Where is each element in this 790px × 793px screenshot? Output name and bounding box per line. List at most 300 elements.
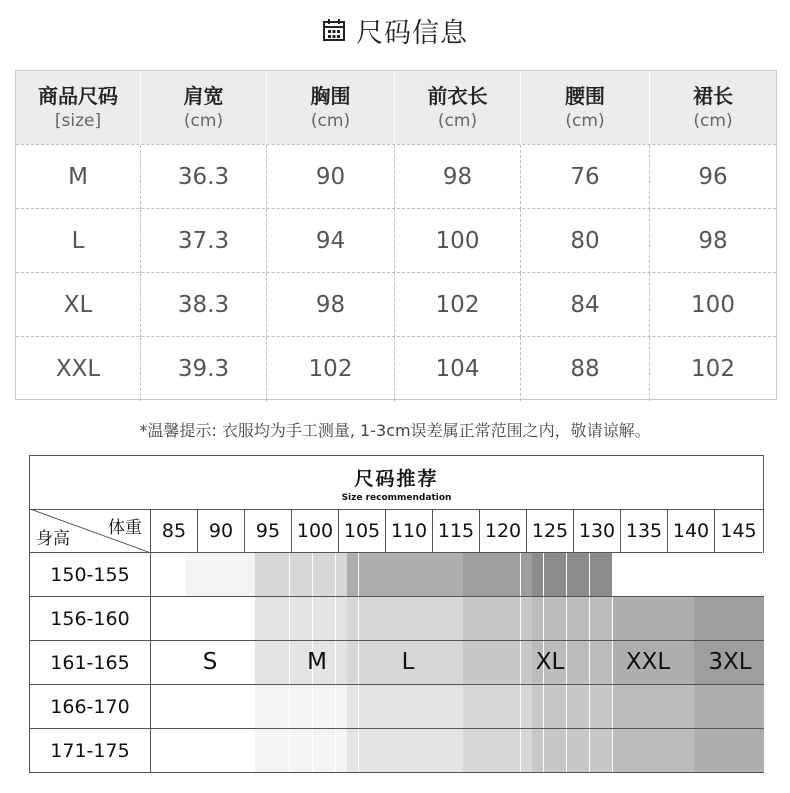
grid-cell bbox=[151, 729, 163, 772]
grid-cell bbox=[497, 597, 509, 640]
grid-cell bbox=[197, 685, 209, 728]
grid-cell bbox=[220, 597, 232, 640]
grid-cell bbox=[290, 641, 302, 684]
measurement-note: *温馨提示: 衣服均为手工测量, 1-3cm误差属正常范围之内，敬请谅解。 bbox=[139, 421, 651, 440]
grid-cell bbox=[648, 729, 660, 772]
grid-cell bbox=[255, 597, 267, 640]
grid-cell bbox=[486, 685, 498, 728]
grid-cell bbox=[186, 685, 198, 728]
size-recommendation-grid bbox=[29, 455, 764, 773]
grid-cell bbox=[509, 729, 521, 772]
grid-cell bbox=[694, 729, 706, 772]
grid-cell bbox=[705, 597, 717, 640]
grid-cell bbox=[440, 597, 452, 640]
grid-cell bbox=[324, 729, 336, 772]
grid-cell bbox=[671, 553, 683, 596]
grid-cell bbox=[671, 597, 683, 640]
grid-cell bbox=[740, 597, 752, 640]
table-cell: 104 bbox=[395, 337, 521, 401]
grid-cell bbox=[370, 685, 382, 728]
grid-cell bbox=[451, 553, 463, 596]
weight-column-header: 115 bbox=[433, 509, 480, 553]
grid-cell bbox=[659, 729, 671, 772]
grid-cell bbox=[186, 597, 198, 640]
grid-cell bbox=[648, 553, 660, 596]
grid-cell bbox=[474, 597, 486, 640]
grid-cell bbox=[266, 597, 278, 640]
grid-cell bbox=[590, 553, 602, 596]
grid-cell bbox=[359, 729, 371, 772]
header-label: 前衣长 bbox=[427, 83, 488, 108]
table-row bbox=[16, 144, 776, 209]
grid-cell bbox=[555, 597, 567, 640]
grid-cell bbox=[163, 729, 175, 772]
grid-cell bbox=[151, 685, 163, 728]
grid-cell bbox=[174, 597, 186, 640]
grid-cell bbox=[405, 685, 417, 728]
header-label: 裙长 bbox=[693, 83, 733, 108]
grid-cell bbox=[393, 553, 405, 596]
table-cell: 38.3 bbox=[141, 273, 267, 337]
grid-cell bbox=[266, 553, 278, 596]
grid-cell bbox=[624, 553, 636, 596]
grid-cell bbox=[486, 641, 498, 684]
table-cell: 90 bbox=[267, 145, 395, 209]
recommendation-subtitle: Size recommendation bbox=[341, 493, 452, 503]
grid-cell bbox=[705, 729, 717, 772]
grid-cell bbox=[278, 641, 290, 684]
grid-corner bbox=[30, 509, 151, 553]
grid-cell bbox=[624, 597, 636, 640]
grid-cell bbox=[174, 729, 186, 772]
grid-cell bbox=[163, 685, 175, 728]
grid-cell bbox=[497, 729, 509, 772]
table-cell: L bbox=[16, 209, 141, 273]
grid-cell bbox=[440, 553, 452, 596]
grid-cell bbox=[578, 597, 590, 640]
grid-cell bbox=[382, 729, 394, 772]
grid-cell bbox=[694, 553, 706, 596]
grid-cell bbox=[601, 729, 613, 772]
grid-cell bbox=[255, 553, 267, 596]
grid-cell bbox=[601, 553, 613, 596]
grid-cell bbox=[636, 729, 648, 772]
grid-cell bbox=[428, 597, 440, 640]
grid-cell bbox=[290, 553, 302, 596]
grid-cell bbox=[613, 685, 625, 728]
header-label: 肩宽 bbox=[183, 83, 224, 108]
grid-cell bbox=[243, 729, 255, 772]
height-axis-label: 身高 bbox=[36, 529, 70, 549]
page-title-bar bbox=[0, 8, 790, 52]
grid-cell bbox=[682, 597, 694, 640]
grid-cell bbox=[428, 641, 440, 684]
grid-cell bbox=[370, 553, 382, 596]
grid-cell bbox=[717, 597, 729, 640]
grid-cell bbox=[578, 685, 590, 728]
recommendation-header bbox=[30, 456, 763, 510]
grid-cell bbox=[347, 553, 359, 596]
table-cell: M bbox=[16, 145, 141, 209]
grid-cell bbox=[197, 597, 209, 640]
table-row bbox=[16, 208, 776, 273]
grid-cell bbox=[243, 553, 255, 596]
size-table-header-cell bbox=[267, 71, 395, 144]
grid-cell bbox=[555, 685, 567, 728]
size-table-header-cell bbox=[395, 71, 521, 144]
grid-cell bbox=[521, 553, 533, 596]
grid-cell bbox=[532, 553, 544, 596]
grid-cell bbox=[728, 553, 740, 596]
grid-cell bbox=[567, 641, 579, 684]
table-row bbox=[16, 272, 776, 337]
size-label: S bbox=[202, 649, 218, 675]
grid-cell bbox=[671, 685, 683, 728]
grid-cell bbox=[255, 685, 267, 728]
grid-cell bbox=[671, 729, 683, 772]
grid-cell bbox=[497, 641, 509, 684]
size-label: M bbox=[307, 649, 327, 675]
grid-cell bbox=[347, 729, 359, 772]
size-table-header-cell bbox=[16, 71, 141, 144]
grid-cell bbox=[336, 597, 348, 640]
table-cell: 98 bbox=[395, 145, 521, 209]
grid-cell bbox=[717, 729, 729, 772]
grid-cell bbox=[509, 685, 521, 728]
grid-cell bbox=[301, 597, 313, 640]
grid-cell bbox=[648, 685, 660, 728]
grid-cell bbox=[417, 685, 429, 728]
header-label: 商品尺码 bbox=[38, 83, 118, 108]
grid-cell bbox=[578, 729, 590, 772]
grid-cell bbox=[521, 685, 533, 728]
grid-cell bbox=[347, 641, 359, 684]
grid-cell bbox=[220, 685, 232, 728]
grid-cell bbox=[209, 685, 221, 728]
grid-cell bbox=[463, 641, 475, 684]
grid-cell bbox=[532, 685, 544, 728]
header-label: 胸围 bbox=[310, 83, 351, 108]
grid-cell bbox=[428, 553, 440, 596]
table-cell: 76 bbox=[521, 145, 650, 209]
grid-cell bbox=[694, 597, 706, 640]
table-cell: 100 bbox=[691, 292, 735, 318]
grid-cell bbox=[728, 685, 740, 728]
weight-column-header: 110 bbox=[386, 509, 433, 553]
grid-cell bbox=[393, 729, 405, 772]
page-title: 尺码信息 bbox=[356, 17, 468, 49]
grid-cell bbox=[243, 685, 255, 728]
grid-cell bbox=[313, 553, 325, 596]
grid-cell bbox=[486, 729, 498, 772]
grid-cell bbox=[717, 685, 729, 728]
grid-cell bbox=[717, 553, 729, 596]
grid-cell bbox=[405, 729, 417, 772]
grid-cell bbox=[243, 597, 255, 640]
table-cell: 39.3 bbox=[141, 337, 267, 401]
grid-cell bbox=[336, 729, 348, 772]
grid-cell bbox=[486, 553, 498, 596]
height-row-header: 171-175 bbox=[30, 729, 151, 773]
grid-cell bbox=[278, 597, 290, 640]
table-cell: 80 bbox=[521, 209, 650, 273]
weight-column-header: 125 bbox=[527, 509, 574, 553]
grid-cell bbox=[220, 641, 232, 684]
grid-cell bbox=[301, 553, 313, 596]
grid-cell bbox=[370, 729, 382, 772]
table-cell: XXL bbox=[16, 337, 141, 401]
table-cell: XL bbox=[16, 273, 141, 337]
grid-cell bbox=[232, 553, 244, 596]
grid-cell bbox=[567, 553, 579, 596]
grid-cell bbox=[151, 641, 163, 684]
grid-cell bbox=[451, 685, 463, 728]
grid-cell bbox=[266, 641, 278, 684]
grid-cell bbox=[359, 685, 371, 728]
grid-cell bbox=[417, 641, 429, 684]
table-cell: 94 bbox=[267, 209, 395, 273]
grid-cell bbox=[567, 597, 579, 640]
grid-cell bbox=[751, 641, 763, 684]
grid-cell bbox=[197, 553, 209, 596]
grid-cell bbox=[440, 729, 452, 772]
grid-cell bbox=[382, 597, 394, 640]
height-row-header: 166-170 bbox=[30, 685, 151, 729]
table-cell: 84 bbox=[521, 273, 650, 337]
grid-cell bbox=[186, 553, 198, 596]
grid-cell bbox=[209, 553, 221, 596]
size-table bbox=[15, 70, 777, 400]
table-cell: 98 bbox=[267, 273, 395, 337]
grid-cell bbox=[163, 553, 175, 596]
grid-cell bbox=[705, 685, 717, 728]
grid-cell bbox=[474, 729, 486, 772]
grid-cell bbox=[636, 685, 648, 728]
header-label: 腰围 bbox=[565, 83, 605, 108]
grid-cell bbox=[209, 729, 221, 772]
grid-cell bbox=[232, 729, 244, 772]
grid-cell bbox=[301, 729, 313, 772]
grid-cell bbox=[636, 597, 648, 640]
grid-cell bbox=[509, 597, 521, 640]
grid-cell bbox=[347, 597, 359, 640]
grid-cell bbox=[463, 685, 475, 728]
size-table-header-cell bbox=[650, 71, 776, 144]
recommendation-title: 尺码推荐 bbox=[354, 468, 439, 490]
grid-cell bbox=[497, 685, 509, 728]
weight-column-header: 140 bbox=[668, 509, 715, 553]
weight-column-header: 100 bbox=[292, 509, 339, 553]
grid-cell bbox=[463, 729, 475, 772]
grid-cell bbox=[440, 641, 452, 684]
grid-cell bbox=[382, 641, 394, 684]
grid-cell bbox=[151, 597, 163, 640]
size-label: 3XL bbox=[708, 649, 752, 675]
grid-cell bbox=[324, 685, 336, 728]
grid-cell bbox=[590, 597, 602, 640]
grid-cell bbox=[694, 641, 706, 684]
grid-cell bbox=[728, 729, 740, 772]
grid-cell bbox=[740, 685, 752, 728]
header-unit: (cm) bbox=[310, 110, 351, 131]
weight-column-header: 120 bbox=[480, 509, 527, 553]
weight-column-header: 135 bbox=[621, 509, 668, 553]
size-label: XXL bbox=[625, 649, 671, 675]
grid-cell bbox=[636, 553, 648, 596]
grid-cell bbox=[648, 597, 660, 640]
grid-cell bbox=[336, 641, 348, 684]
grid-cell bbox=[578, 553, 590, 596]
header-unit: (cm) bbox=[183, 110, 224, 131]
grid-cell bbox=[417, 553, 429, 596]
grid-cell bbox=[751, 685, 763, 728]
header-unit: (cm) bbox=[693, 110, 733, 131]
grid-cell bbox=[186, 729, 198, 772]
grid-cell bbox=[382, 553, 394, 596]
grid-cell bbox=[740, 553, 752, 596]
grid-cell bbox=[278, 553, 290, 596]
grid-cell bbox=[532, 597, 544, 640]
table-cell: 102 bbox=[395, 273, 521, 337]
grid-cell bbox=[255, 641, 267, 684]
grid-cell bbox=[428, 729, 440, 772]
table-cell: 102 bbox=[691, 356, 735, 382]
grid-cell bbox=[474, 641, 486, 684]
grid-cell bbox=[393, 597, 405, 640]
table-cell: 98 bbox=[698, 228, 728, 254]
calendar-icon bbox=[322, 18, 346, 42]
grid-cell bbox=[463, 597, 475, 640]
grid-cell bbox=[671, 641, 683, 684]
grid-cell bbox=[336, 553, 348, 596]
grid-cell bbox=[694, 685, 706, 728]
grid-cell bbox=[521, 597, 533, 640]
grid-cell bbox=[567, 685, 579, 728]
grid-cell bbox=[163, 641, 175, 684]
size-table-header-cell bbox=[521, 71, 650, 144]
grid-cell bbox=[290, 729, 302, 772]
table-cell: 96 bbox=[698, 164, 728, 190]
grid-cell bbox=[232, 641, 244, 684]
grid-cell bbox=[197, 729, 209, 772]
grid-cell bbox=[532, 729, 544, 772]
grid-cell bbox=[266, 729, 278, 772]
grid-cell bbox=[186, 641, 198, 684]
grid-cell bbox=[359, 597, 371, 640]
weight-column-header: 105 bbox=[339, 509, 386, 553]
header-unit: [size] bbox=[54, 110, 102, 131]
grid-cell bbox=[440, 685, 452, 728]
grid-cell bbox=[613, 597, 625, 640]
grid-cell bbox=[347, 685, 359, 728]
grid-cell bbox=[266, 685, 278, 728]
grid-cell bbox=[659, 685, 671, 728]
grid-cell bbox=[567, 729, 579, 772]
grid-cell bbox=[624, 729, 636, 772]
table-cell: 102 bbox=[267, 337, 395, 401]
table-cell: 100 bbox=[395, 209, 521, 273]
grid-cell bbox=[313, 597, 325, 640]
weight-column-header: 130 bbox=[574, 509, 621, 553]
grid-cell bbox=[544, 685, 556, 728]
grid-cell bbox=[474, 553, 486, 596]
grid-cell bbox=[751, 553, 763, 596]
grid-cell bbox=[451, 641, 463, 684]
grid-cell bbox=[417, 597, 429, 640]
table-cell: 36.3 bbox=[141, 145, 267, 209]
grid-cell bbox=[174, 685, 186, 728]
grid-cell bbox=[682, 641, 694, 684]
header-unit: (cm) bbox=[565, 110, 605, 131]
grid-cell bbox=[451, 597, 463, 640]
grid-cell bbox=[324, 597, 336, 640]
table-cell: 37.3 bbox=[141, 209, 267, 273]
height-row-header: 156-160 bbox=[30, 597, 151, 641]
grid-cell bbox=[428, 685, 440, 728]
grid-cell bbox=[751, 597, 763, 640]
grid-cell bbox=[151, 553, 163, 596]
grid-cell bbox=[405, 597, 417, 640]
grid-cell bbox=[278, 685, 290, 728]
table-cell: 88 bbox=[521, 337, 650, 401]
grid-cell bbox=[555, 729, 567, 772]
height-row-header: 161-165 bbox=[30, 641, 151, 685]
grid-cell bbox=[590, 641, 602, 684]
grid-cell bbox=[393, 685, 405, 728]
grid-cell bbox=[682, 729, 694, 772]
grid-cell bbox=[578, 641, 590, 684]
weight-axis-label: 体重 bbox=[108, 518, 142, 538]
grid-cell bbox=[370, 597, 382, 640]
grid-cell bbox=[255, 729, 267, 772]
grid-cell bbox=[601, 597, 613, 640]
grid-cell bbox=[174, 553, 186, 596]
grid-cell bbox=[451, 729, 463, 772]
grid-cell bbox=[544, 597, 556, 640]
grid-cell bbox=[359, 553, 371, 596]
grid-cell bbox=[682, 685, 694, 728]
size-label: L bbox=[401, 649, 415, 675]
grid-cell bbox=[486, 597, 498, 640]
grid-cell bbox=[521, 729, 533, 772]
grid-cell bbox=[474, 685, 486, 728]
weight-column-header: 95 bbox=[245, 509, 292, 553]
grid-cell bbox=[751, 729, 763, 772]
grid-cell bbox=[370, 641, 382, 684]
grid-cell bbox=[359, 641, 371, 684]
grid-cell bbox=[740, 729, 752, 772]
grid-cell bbox=[405, 553, 417, 596]
grid-cell bbox=[613, 729, 625, 772]
grid-cell bbox=[163, 597, 175, 640]
size-table-header bbox=[16, 71, 776, 144]
size-label: XL bbox=[535, 649, 565, 675]
grid-cell bbox=[232, 685, 244, 728]
grid-cell bbox=[313, 685, 325, 728]
grid-cell bbox=[290, 685, 302, 728]
grid-cell bbox=[613, 641, 625, 684]
grid-cell bbox=[209, 597, 221, 640]
grid-cell bbox=[509, 553, 521, 596]
grid-cell bbox=[509, 641, 521, 684]
grid-cell bbox=[659, 553, 671, 596]
grid-cell bbox=[278, 729, 290, 772]
grid-cell bbox=[728, 597, 740, 640]
grid-cell bbox=[417, 729, 429, 772]
height-row-header: 150-155 bbox=[30, 553, 151, 597]
grid-cell bbox=[555, 553, 567, 596]
size-table-header-cell bbox=[141, 71, 267, 144]
